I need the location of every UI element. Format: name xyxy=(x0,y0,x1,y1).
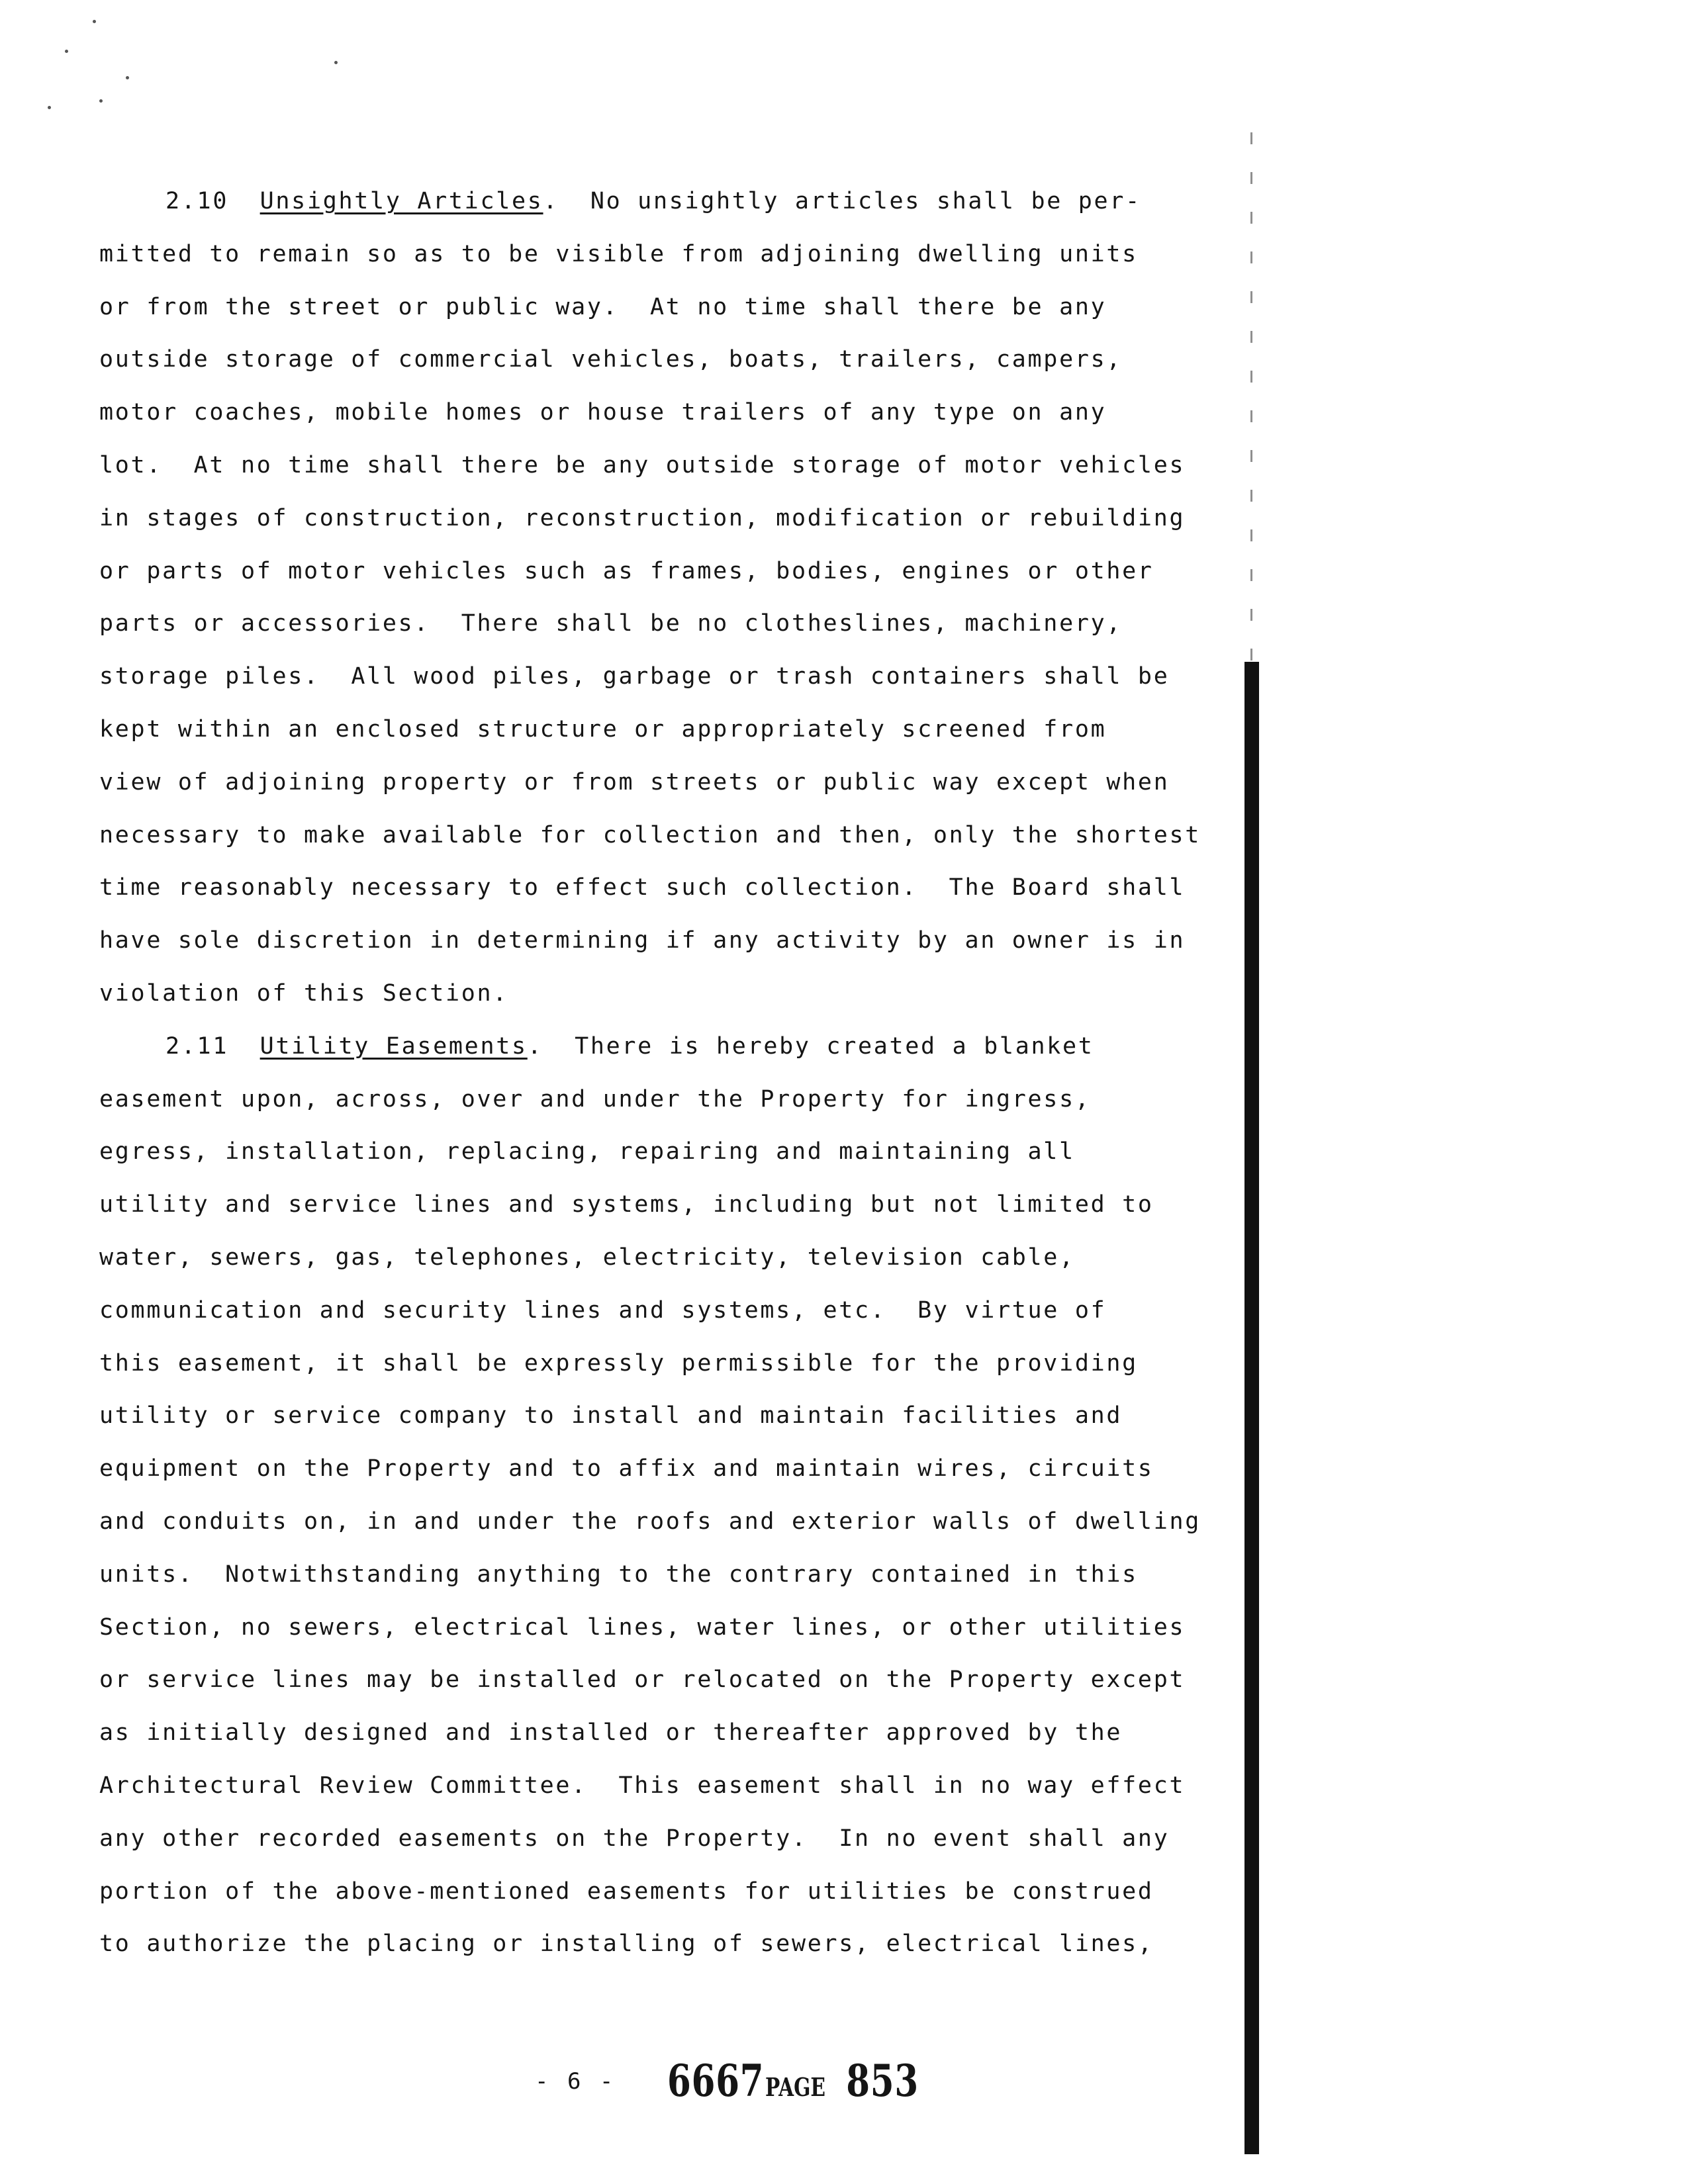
scan-speck xyxy=(48,106,51,109)
text-line: outside storage of commercial vehicles, boats, trailers, campers, xyxy=(99,346,1123,373)
text-line: time reasonably necessary to effect such collection. The Board shall xyxy=(99,874,1186,901)
recording-book-number: 6667 xyxy=(667,2055,765,2107)
text-line: in stages of construction, reconstruction, modification or rebuilding xyxy=(99,504,1186,531)
text-line: or parts of motor vehicles such as frames, bodies, engines or other xyxy=(99,557,1154,584)
text-line: Section, no sewers, electrical lines, water lines, or other utilities xyxy=(99,1614,1186,1641)
text-line: storage piles. All wood piles, garbage or trash containers shall be xyxy=(99,663,1170,690)
text-line: as initially designed and installed or thereafter approved by the xyxy=(99,1719,1123,1747)
section-number: 2.11 xyxy=(165,1032,229,1060)
recording-page-label: PAGE xyxy=(765,2072,826,2102)
text-line: to authorize the placing or installing of sewers, electrical lines, xyxy=(99,1931,1154,1958)
page-footer xyxy=(535,2055,1197,2115)
text-line: necessary to make available for collection and then, only the shortest xyxy=(99,821,1201,848)
section-text: . No unsightly articles shall be per- xyxy=(543,188,1141,214)
scan-speck xyxy=(334,61,338,64)
text-line: lot. At no time shall there be any outside storage of motor vehicles xyxy=(99,451,1186,478)
text-line: communication and security lines and systems, etc. By virtue of xyxy=(99,1297,1107,1324)
section-heading: Utility Easements xyxy=(259,1032,528,1060)
recording-page-number: 853 xyxy=(846,2055,919,2107)
text-line: and conduits on, in and under the roofs and exterior walls of dwelling xyxy=(99,1508,1201,1535)
page-number: - 6 - xyxy=(535,2068,616,2095)
text-line: have sole discretion in determining if any activity by an owner is in xyxy=(99,927,1186,954)
scan-speck xyxy=(99,99,103,103)
text-line: parts or accessories. There shall be no clotheslines, machinery, xyxy=(99,610,1123,637)
section-text: . There is hereby created a blanket xyxy=(527,1032,1094,1060)
text-line: motor coaches, mobile homes or house trailers of any type on any xyxy=(99,399,1107,426)
scan-edge-mark xyxy=(1250,132,1252,662)
text-line: utility and service lines and systems, including but not limited to xyxy=(99,1191,1154,1218)
section-2-10-first-line xyxy=(99,175,1185,228)
text-line: utility or service company to install and maintain facilities and xyxy=(99,1402,1123,1430)
text-line: kept within an enclosed structure or appropriately screened from xyxy=(99,715,1107,743)
text-line: water, sewers, gas, telephones, electricity, television cable, xyxy=(99,1244,1075,1271)
text-line: units. Notwithstanding anything to the contrary contained in this xyxy=(99,1561,1138,1588)
text-line: mitted to remain so as to be visible from adjoining dwelling units xyxy=(99,240,1138,267)
text-line: portion of the above-mentioned easements for utilities be construed xyxy=(99,1878,1154,1905)
text-line: equipment on the Property and to affix and maintain wires, circuits xyxy=(99,1455,1154,1482)
text-line: easement upon, across, over and under the Property for ingress, xyxy=(99,1085,1091,1113)
section-2-11-first-line xyxy=(99,1021,1185,1073)
text-line: any other recorded easements on the Property. In no event shall any xyxy=(99,1825,1170,1852)
text-line: violation of this Section. xyxy=(99,979,509,1007)
section-heading: Unsightly Articles xyxy=(259,188,543,214)
section-number: 2.10 xyxy=(165,188,229,214)
text-line: or from the street or public way. At no time shall there be any xyxy=(99,293,1107,320)
text-line: Architectural Review Committee. This easement shall in no way effect xyxy=(99,1772,1186,1799)
text-line: egress, installation, replacing, repairing and maintaining all xyxy=(99,1138,1075,1165)
scan-speck xyxy=(126,76,129,79)
scan-edge-bar xyxy=(1244,662,1259,2154)
recording-stamp xyxy=(667,2055,919,2107)
text-line: or service lines may be installed or relocated on the Property except xyxy=(99,1666,1186,1694)
text-line: this easement, it shall be expressly permissible for the providing xyxy=(99,1349,1138,1377)
document-body xyxy=(99,175,1201,1971)
scan-speck xyxy=(93,20,96,23)
scan-speck xyxy=(65,50,68,53)
text-line: view of adjoining property or from streets or public way except when xyxy=(99,768,1170,796)
